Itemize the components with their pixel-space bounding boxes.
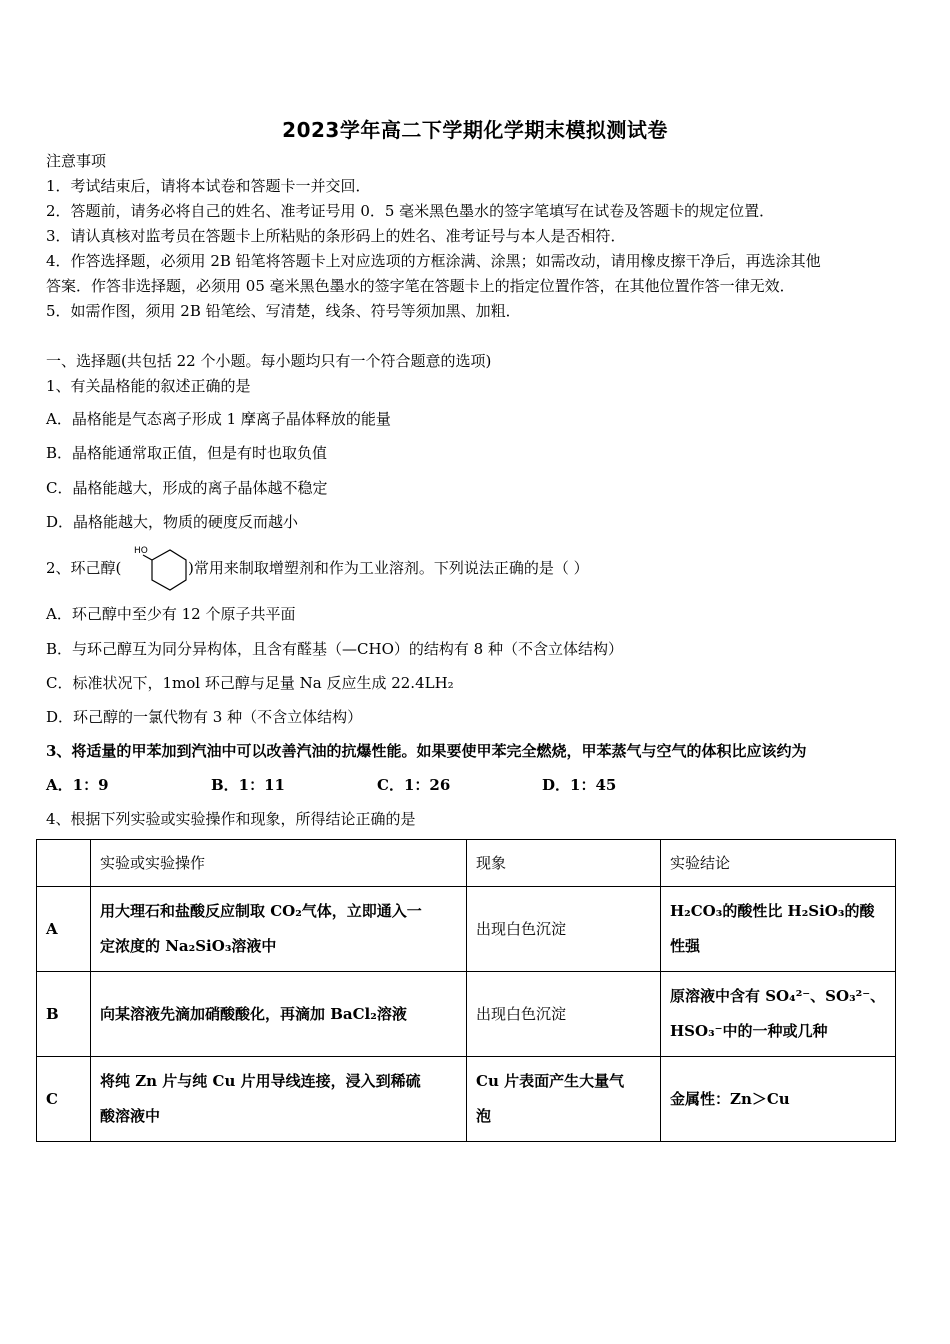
notice-item: 1．考试结束后，请将本试卷和答题卡一并交回． xyxy=(46,177,371,195)
question-2-stem-suffix: )常用来制取增塑剂和作为工业溶剂。下列说法正确的是（ ） xyxy=(188,559,589,577)
phenomenon-line: 泡 xyxy=(476,1107,492,1125)
operation-cell xyxy=(91,887,467,972)
page-title: 2023学年高二下学期化学期末模拟测试卷 xyxy=(282,118,668,142)
operation-line: 向某溶液先滴加硝酸酸化，再滴加 BaCl₂溶液 xyxy=(100,1004,407,1023)
question-2-stem-prefix: 2、环己醇( xyxy=(46,559,122,577)
phenomenon-cell: 出现白色沉淀 xyxy=(467,887,661,972)
question-1-option-b: B．晶格能通常取正值，但是有时也取负值 xyxy=(46,444,328,462)
operation-line: 用大理石和盐酸反应制取 CO₂气体，立即通入一 xyxy=(100,902,422,920)
question-3-option-b: B．1：11 xyxy=(211,776,285,794)
question-3-option-d: D．1：45 xyxy=(542,776,617,794)
row-label: C xyxy=(37,1057,91,1142)
section-heading: 一、选择题(共包括 22 个小题。每小题均只有一个符合题意的选项) xyxy=(46,352,492,370)
operation-line: 定浓度的 Na₂SiO₃溶液中 xyxy=(100,937,277,955)
operation-line: 酸溶液中 xyxy=(100,1107,161,1125)
conclusion-cell xyxy=(661,972,896,1057)
operation-cell xyxy=(91,1057,467,1142)
notice-item: 4．作答选择题，必须用 2B 铅笔将答题卡上对应选项的方框涂满、涂黑；如需改动，请用橡皮擦干净后，再选涂其他 xyxy=(46,252,821,270)
phenomenon-line: Cu 片表面产生大量气 xyxy=(476,1072,625,1090)
question-1-option-d: D．晶格能越大，物质的硬度反而越小 xyxy=(46,513,299,531)
table-row xyxy=(37,887,896,972)
conclusion-line: 原溶液中含有 SO₄²⁻、SO₃²⁻、 xyxy=(670,987,886,1005)
row-label: A xyxy=(37,887,91,972)
conclusion-line: HSO₃⁻中的一种或几种 xyxy=(670,1022,828,1040)
question-3-option-a: A．1：9 xyxy=(46,776,109,794)
row-label: B xyxy=(37,972,91,1057)
question-1-stem: 1、有关晶格能的叙述正确的是 xyxy=(46,377,251,395)
header-cell: 实验或实验操作 xyxy=(91,840,467,887)
conclusion-line: 金属性：Zn＞Cu xyxy=(670,1089,790,1108)
header-cell: 实验结论 xyxy=(661,840,896,887)
notice-heading: 注意事项 xyxy=(46,152,107,170)
experiment-table xyxy=(36,839,896,1142)
conclusion-cell xyxy=(661,887,896,972)
operation-cell xyxy=(91,972,467,1057)
notice-item: 答案．作答非选择题，必须用 05 毫米黑色墨水的签字笔在答题卡上的指定位置作答，在其他位置作答一律无效． xyxy=(46,277,795,295)
header-cell: 现象 xyxy=(467,840,661,887)
conclusion-line: H₂CO₃的酸性比 H₂SiO₃的酸 xyxy=(670,902,875,920)
conclusion-cell xyxy=(661,1057,896,1142)
table-row xyxy=(37,1057,896,1142)
question-2-option-c: C．标准状况下，1mol 环己醇与足量 Na 反应生成 22.4LH₂ xyxy=(46,674,454,692)
question-1-option-a: A．晶格能是气态离子形成 1 摩离子晶体释放的能量 xyxy=(46,410,391,428)
conclusion-line: 性强 xyxy=(670,937,701,955)
notice-item: 5．如需作图，须用 2B 铅笔绘、写清楚，线条、符号等须加黑、加粗． xyxy=(46,302,521,320)
phenomenon-cell xyxy=(467,1057,661,1142)
table-header-row xyxy=(37,840,896,887)
question-3-option-c: C．1：26 xyxy=(377,776,451,794)
question-1-option-c: C．晶格能越大，形成的离子晶体越不稳定 xyxy=(46,479,328,497)
mol-label-ho: HO xyxy=(134,546,148,556)
operation-line: 将纯 Zn 片与纯 Cu 片用导线连接，浸入到稀硫 xyxy=(100,1072,421,1090)
phenomenon-cell: 出现白色沉淀 xyxy=(467,972,661,1057)
notice-item: 2．答题前，请务必将自己的姓名、准考证号用 0．5 毫米黑色墨水的签字笔填写在试卷及答题卡的规定位置． xyxy=(46,202,775,220)
table-row xyxy=(37,972,896,1057)
notice-item: 3．请认真核对监考员在答题卡上所粘贴的条形码上的姓名、准考证号与本人是否相符． xyxy=(46,227,626,245)
header-cell xyxy=(37,840,91,887)
question-2-option-b: B．与环己醇互为同分异构体，且含有醛基（—CHO）的结构有 8 种（不含立体结构） xyxy=(46,640,623,658)
cyclohexanol-structure xyxy=(122,543,192,591)
question-2-option-d: D．环己醇的一氯代物有 3 种（不含立体结构） xyxy=(46,708,363,726)
question-3-stem: 3、将适量的甲苯加到汽油中可以改善汽油的抗爆性能。如果要使甲苯完全燃烧，甲苯蒸气与空气的体积比应该约为 xyxy=(46,742,807,760)
question-2-option-a: A．环己醇中至少有 12 个原子共平面 xyxy=(46,605,296,623)
question-4-stem: 4、根据下列实验或实验操作和现象，所得结论正确的是 xyxy=(46,810,416,828)
